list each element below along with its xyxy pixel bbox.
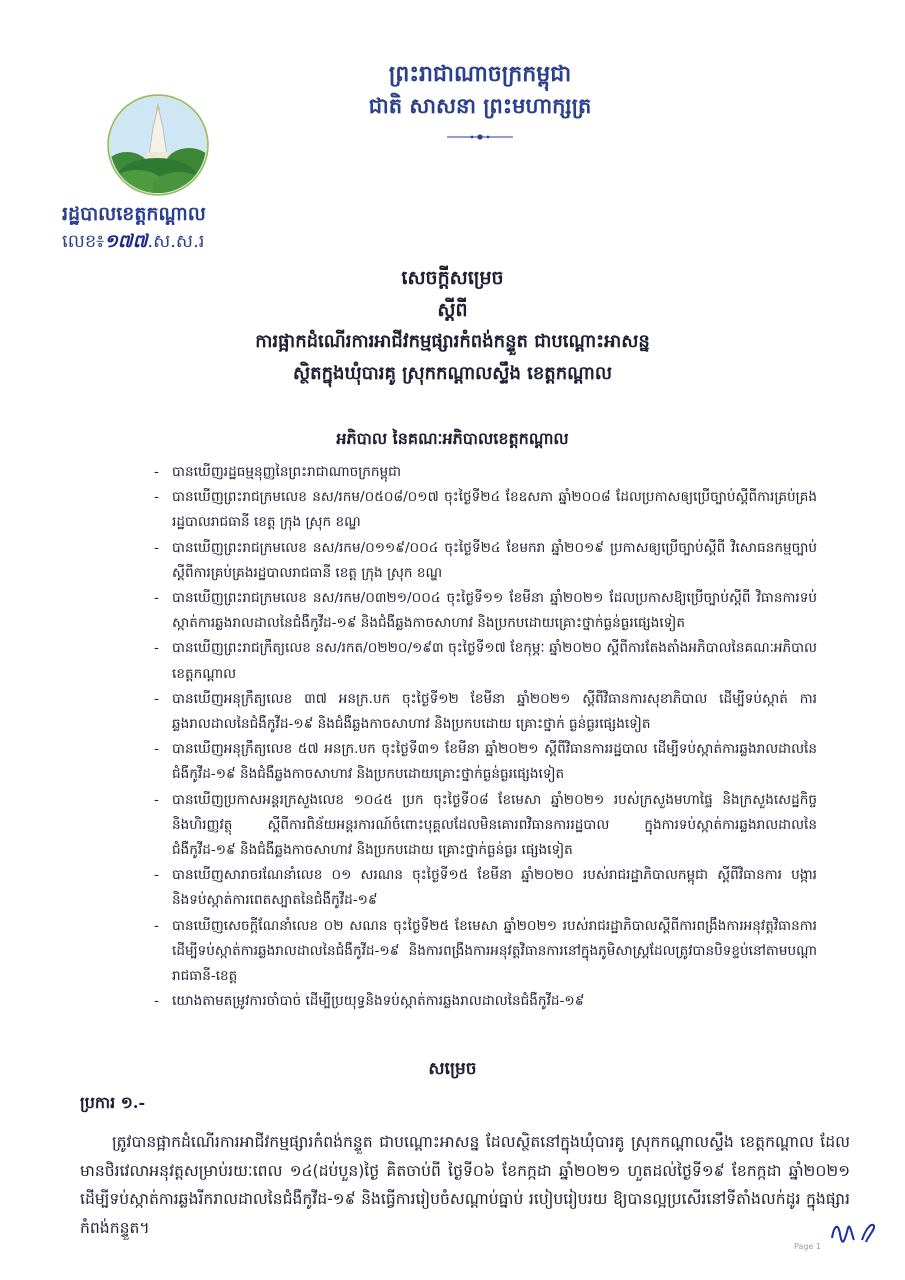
reference-value: ១៧៧: [104, 231, 148, 252]
reference-item: - បានឃើញអនុក្រឹត្យលេខ ៣៧ អនក្រ.បក ចុះថ្ងៃទី១២ ខែមីនា ឆ្នាំ២០២១ ស្តីពីវិធានការសុខាភិបាល ដើម្បីទប់ស្កាត់ ការឆ្លងរាលដាលនៃជំងឺកូវីដ-១៩ និងជំងឺឆ្លងកាចសាហាវ និងប្រកបដោយ គ្រោះថ្នាក់ ធ្ងន់ធ្ងរផ្សេងទៀត: [152, 687, 817, 737]
reference-item: - បានឃើញអនុក្រឹត្យលេខ ៥៧ អនក្រ.បក ចុះថ្ងៃទី៣១ ខែមីនា ឆ្នាំ២០២១ ស្តីពីវិធានការរដ្ឋបាល ដើម្បីទប់ស្កាត់ការឆ្លងរាលដាលនៃជំងឺកូវីដ-១៩ និងជំងឺឆ្លងកាចសាហាវ និងប្រកបដោយគ្រោះថ្នាក់ធ្ងន់ធ្ងរផ្សេងទៀត: [152, 737, 817, 787]
article-text: ត្រូវបានផ្អាកដំណើរការអាជីវកម្មផ្សារកំពង់កន្ទួត ជាបណ្តោះអាសន្ន ដែលស្ថិតនៅក្នុងឃុំបារគូ ស្រុកកណ្តាលស្ទឹង ខេត្តកណ្តាល ដែលមានថិរវេលាអនុវត្តសម្រាប់រយៈពេល ១៤(ដប់បួន)ថ្ងៃ គិតចាប់ពី ថ្ងៃទី០៦ ខែកក្កដា ឆ្នាំ២០២១ ហួតដល់ថ្ងៃទី១៩ ខែកក្កដា ឆ្នាំ២០២១ ដើម្បីទប់ស្កាត់ការឆ្លងរីករាលដាលនៃជំងឺកូវីដ-១៩ និងធ្វើការរៀបចំសណ្តាប់ធ្នាប់ របៀបរៀបរយ ឱ្យបានល្អប្រសើរនៅទីតាំងលក់ដូរ ក្នុងផ្សារកំពង់កន្ទួត។: [80, 1133, 850, 1237]
kingdom-name: ព្រះរាជាណាចក្រកម្ពុជា: [388, 61, 572, 87]
issuer-name: រដ្ឋបាលខេត្តកណ្តាល: [62, 203, 206, 225]
reference-item: - បានឃើញប្រកាសអន្តរក្រសួងលេខ ១០៤៥ ប្រក ចុះថ្ងៃទី០៨ ខែមេសា ឆ្នាំ២០២១ របស់ក្រសួងមហាផ្ទៃ និងក្រសួងសេដ្ឋកិច្ច និងហិរញ្ញវត្ថុ ស្តីពីការពិន័យអន្តរការណ៍ចំពោះបុគ្គលដែលមិនគោរពវិធានការរដ្ឋបាល ក្នុងការទប់ស្កាត់ការឆ្លងរាលដាលនៃជំងឺកូវីដ-១៩ និងជំងឺឆ្លងកាចសាហាវ និងប្រកបដោយ គ្រោះថ្នាក់ធ្ងន់ធ្ងរ ផ្សេងទៀត: [152, 788, 817, 864]
reference-item: - បានឃើញព្រះរាជក្រមលេខ នស/រកម/០៣២១/០០៤ ចុះថ្ងៃទី១១ ខែមីនា ឆ្នាំ២០២១ ដែលប្រកាសឱ្យប្រើច្បាប់ស្តីពី វិធានការទប់ស្កាត់ការឆ្លងរាលដាលនៃជំងឺកូវីដ-១៩ និងជំងឺឆ្លងកាចសាហាវ និងប្រកបដោយគ្រោះថ្នាក់ធ្ងន់ធ្ងរផ្សេងទៀត: [152, 586, 817, 636]
province-seal-icon: [107, 94, 209, 196]
decision-heading: សម្រេច: [428, 1059, 477, 1079]
national-motto: ជាតិ សាសនា ព្រះមហាក្សត្រ: [368, 93, 592, 118]
legal-references-list: [152, 460, 817, 1014]
page-number: Page 1: [794, 1242, 821, 1251]
reference-item: - បានឃើញសេចក្តីណែនាំលេខ ០២ សណន ចុះថ្ងៃទី២៥ ខែមេសា ឆ្នាំ២០២១ របស់រាជរដ្ឋាភិបាលស្តីពីការពង្រឹងការអនុវត្តវិធានការដើម្បីទប់ស្កាត់ការឆ្លងរាលដាលនៃជំងឺកូវីដ-១៩ និងការពង្រឹងការអនុវត្តវិធានការនៅក្នុងភូមិសាស្ត្រដែលត្រូវបានបិទខ្ទប់នៅតាមបណ្តារាជធានី-ខេត្ត: [152, 914, 817, 990]
reference-item: - បានឃើញព្រះរាជក្រមលេខ នស/រកម/០៥០៨/០១៧ ចុះថ្ងៃទី២៤ ខែឧសភា ឆ្នាំ២០០៨ ដែលប្រកាសឲ្យប្រើច្បាប់ស្តីពីការគ្រប់គ្រងរដ្ឋបាលរាជធានី ខេត្ត ក្រុង ស្រុក ខណ្ឌ: [152, 485, 817, 535]
reference-number: [62, 228, 206, 256]
article-label: ប្រការ ១.-: [80, 1093, 146, 1112]
document-subject: ការផ្អាកដំណើរការអាជីវកម្មផ្សារកំពង់កន្ទួត ជាបណ្តោះអាសន្ន: [255, 331, 650, 352]
kingdom-header: [330, 58, 630, 146]
ornament-divider-icon: [445, 132, 515, 142]
reference-suffix: .ស.ស.រ: [147, 231, 205, 252]
issuer-block: [62, 200, 206, 256]
reference-prefix: លេខ៖: [62, 231, 105, 252]
reference-item: - បានឃើញសារាចរណែនាំលេខ ០១ សរណន ចុះថ្ងៃទី១៥ ខែមីនា ឆ្នាំ២០២០ របស់រាជរដ្ឋាភិបាលកម្ពុជា ស្តីពីវិធានការ បង្ការ និងទប់ស្កាត់ការពេតស្បាតនៃជំងឺកូវីដ-១៩: [152, 863, 817, 913]
document-subject-label: ស្តីពី: [437, 299, 468, 321]
document-title-block: [120, 262, 785, 390]
reference-item: - បានឃើញព្រះរាជក្រឹត្យលេខ នស/រកត/០២២០/១៩៣ ចុះថ្ងៃទី១៧ ខែកុម្ភៈ ឆ្នាំ២០២០ ស្តីពីការតែងតាំងអភិបាលនៃគណៈអភិបាលខេត្តកណ្តាល: [152, 636, 817, 686]
document-location: ស្ថិតក្នុងឃុំបារគូ ស្រុកកណ្តាលស្ទឹង ខេត្តកណ្តាល: [293, 363, 612, 384]
reference-item: - យោងតាមតម្រូវការចាំបាច់ ដើម្បីប្រយុទ្ធនិងទប់ស្កាត់ការឆ្លងរាលដាលនៃជំងឺកូវីដ-១៩: [152, 989, 817, 1014]
authority-line: អភិបាល នៃគណៈអភិបាលខេត្តកណ្តាល: [336, 429, 569, 448]
document-title: សេចក្តីសម្រេច: [401, 267, 504, 289]
reference-item: - បានឃើញរដ្ឋធម្មនុញ្ញនៃព្រះរាជាណាចក្រកម្ពុជា: [152, 460, 817, 485]
reference-item: - បានឃើញព្រះរាជក្រមលេខ នស/រកម/០១១៩/០០៤ ចុះថ្ងៃទី២៤ ខែមករា ឆ្នាំ២០១៩ ប្រកាសឲ្យប្រើច្បាប់ស្តីពី វិសោធនកម្មច្បាប់ ស្តីពីការគ្រប់គ្រងរដ្ឋបាលរាជធានី ខេត្ត ក្រុង ស្រុក ខណ្ឌ: [152, 536, 817, 586]
signature-initials-icon: [828, 1214, 880, 1248]
